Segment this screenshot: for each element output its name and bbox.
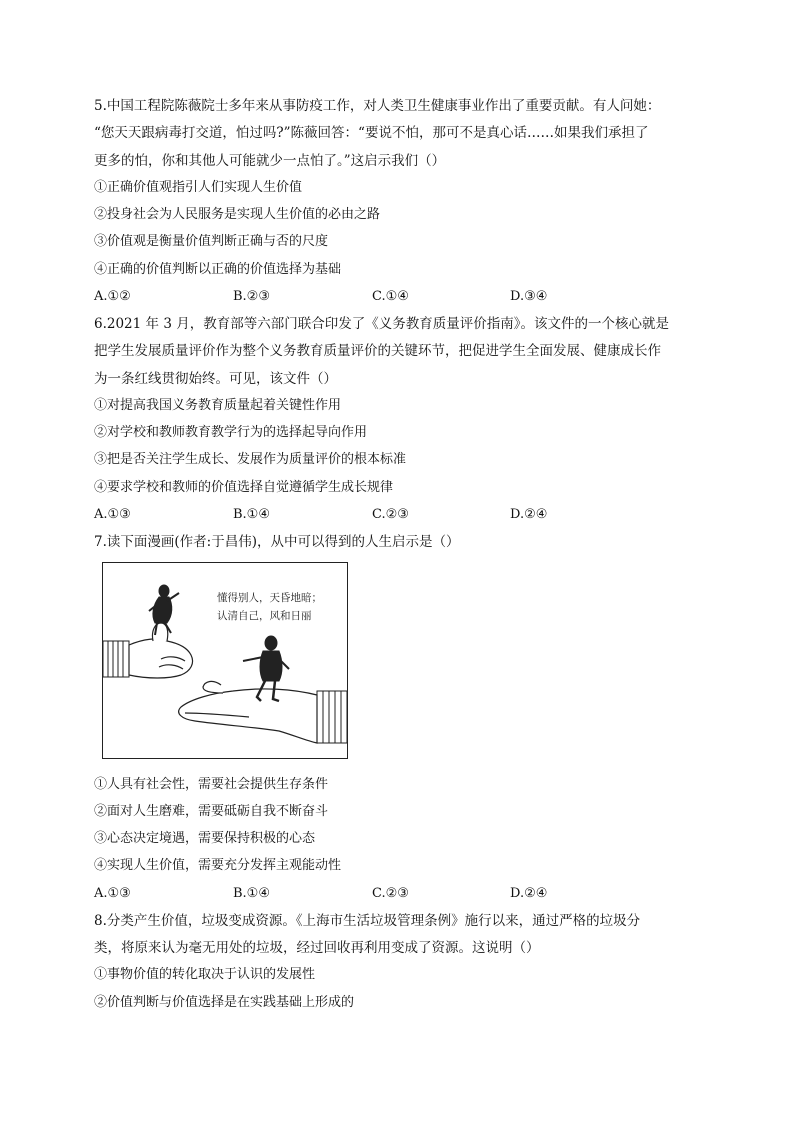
- q5-choice-c: C.①④: [372, 289, 409, 304]
- q6-choice-d: D.②④: [510, 507, 548, 522]
- q5-stem-line-2: “您天天跟病毒打交道，怕过吗?”陈薇回答：“要说不怕，那可不是真心话……如果我们承担了: [94, 125, 649, 141]
- cartoon-illustration: [103, 563, 347, 758]
- q7-option-1: ①人具有社会性，需要社会提供生存条件: [94, 777, 329, 792]
- q7-choice-b: B.①④: [233, 886, 270, 901]
- q6-option-3: ③把是否关注学生成长、发展作为质量评价的根本标准: [94, 452, 407, 467]
- q5-option-4: ④正确的价值判断以正确的价值选择为基础: [94, 262, 342, 277]
- cartoon-caption-line-1: 懂得别人，天昏地暗；: [217, 592, 322, 604]
- q8-stem-line-1: 8.分类产生价值，垃圾变成资源。《上海市生活垃圾管理条例》施行以来，通过严格的垃圾分: [94, 913, 641, 929]
- q6-choice-c: C.②③: [372, 507, 409, 522]
- q5-choice-b: B.②③: [233, 289, 270, 304]
- q5-option-1: ①正确价值观指引人们实现人生价值: [94, 180, 303, 195]
- q5-choice-a: A.①②: [94, 289, 131, 304]
- right-sleeve: [317, 691, 347, 743]
- q8-option-1: ①事物价值的转化取决于认识的发展性: [94, 967, 316, 982]
- q5-option-3: ③价值观是衡量价值判断正确与否的尺度: [94, 234, 329, 249]
- open-palm-hand: [179, 681, 317, 743]
- fist-hand: [129, 623, 193, 678]
- cartoon-image: [102, 562, 348, 759]
- q6-stem-line-1: 6.2021 年 3 月，教育部等六部门联合印发了《义务教育质量评价指南》。该文件的一个核心就是: [94, 316, 669, 332]
- q6-choice-b: B.①④: [233, 507, 270, 522]
- q6-choice-a: A.①③: [94, 507, 131, 522]
- cartoon-caption-line-2: 认清自己，风和日丽: [217, 610, 312, 622]
- q6-option-4: ④要求学校和教师的价值选择自觉遵循学生成长规律: [94, 480, 394, 495]
- q7-choice-c: C.②③: [372, 886, 409, 901]
- q5-stem-line-3: 更多的怕，你和其他人可能就少一点怕了。”这启示我们（）: [94, 153, 446, 169]
- q7-choice-a: A.①③: [94, 886, 131, 901]
- q5-stem-line-1: 5.中国工程院陈薇院士多年来从事防疫工作，对人类卫生健康事业作出了重要贡献。有人问她：: [94, 98, 661, 114]
- q6-option-2: ②对学校和教师教育教学行为的选择起导向作用: [94, 425, 368, 440]
- q7-stem-line-1: 7.读下面漫画(作者:于昌伟)，从中可以得到的人生启示是（）: [94, 534, 460, 550]
- q5-option-2: ②投身社会为人民服务是实现人生价值的必由之路: [94, 207, 381, 222]
- q7-option-4: ④实现人生价值，需要充分发挥主观能动性: [94, 858, 342, 873]
- q5-choice-d: D.③④: [510, 289, 548, 304]
- left-sleeve: [103, 641, 129, 677]
- q6-stem-line-2: 把学生发展质量评价作为整个义务教育质量评价的关键环节，把促进学生全面发展、健康成长作: [94, 343, 661, 359]
- q7-option-2: ②面对人生磨难，需要砥砺自我不断奋斗: [94, 804, 329, 819]
- q6-stem-line-3: 为一条红线贯彻始终。可见，该文件（）: [94, 371, 337, 387]
- q7-choice-d: D.②④: [510, 886, 548, 901]
- q7-option-3: ③心态决定境遇，需要保持积极的心态: [94, 831, 316, 846]
- q8-stem-line-2: 类，将原来认为毫无用处的垃圾，经过回收再利用变成了资源。这说明（）: [94, 940, 540, 956]
- q8-option-2: ②价值判断与价值选择是在实践基础上形成的: [94, 995, 355, 1010]
- q6-option-1: ①对提高我国义务教育质量起着关键性作用: [94, 398, 342, 413]
